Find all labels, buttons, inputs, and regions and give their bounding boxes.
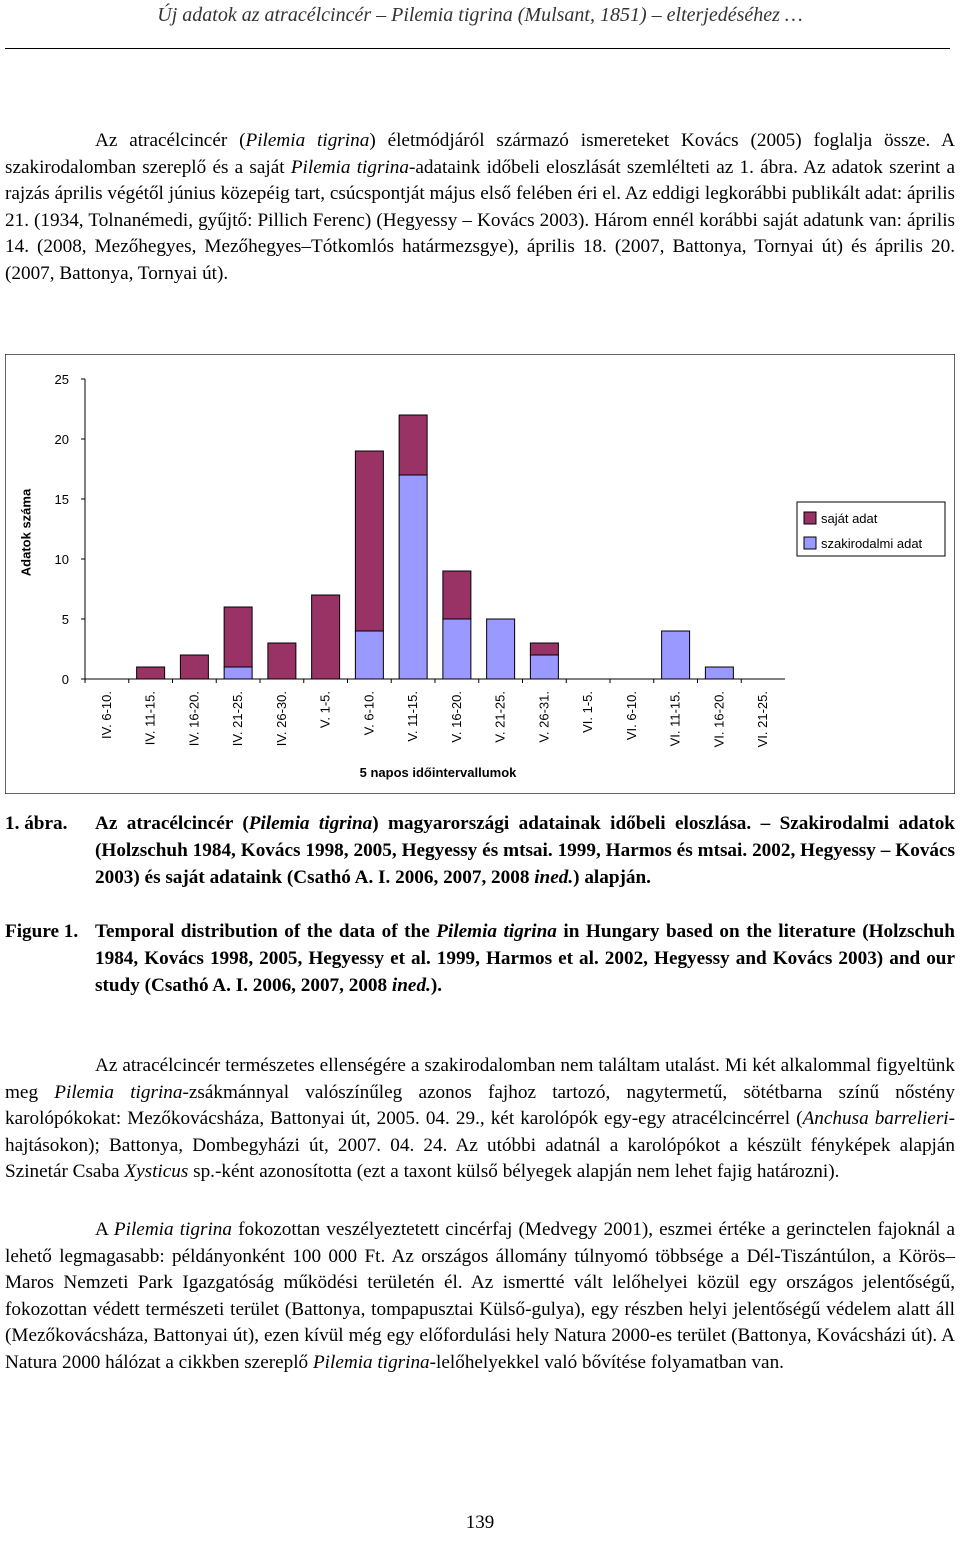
bar-segment-literature (399, 475, 427, 679)
bar-segment-literature (705, 667, 733, 679)
x-tick-label: V. 26-31. (536, 691, 552, 743)
bar-segment-own (137, 667, 165, 679)
running-header: Új adatok az atracélcincér – Pilemia tigrina (Mulsant, 1851) – elterjedéséhez … (157, 4, 803, 26)
bar-segment-own (180, 655, 208, 679)
x-tick-label: V. 21-25. (492, 691, 508, 743)
caption-en-label: Figure 1. (5, 921, 79, 942)
bar-segment-literature (443, 619, 471, 679)
stacked-bar-chart (5, 354, 955, 794)
y-tick-label: 10 (54, 552, 69, 567)
x-tick-label: VI. 6-10. (623, 691, 639, 741)
x-tick-label: V. 16-20. (448, 691, 464, 743)
figure-1-chart (5, 354, 955, 794)
legend-swatch (804, 512, 816, 524)
y-tick-label: 5 (61, 612, 69, 627)
x-tick-label: VI. 11-15. (667, 691, 683, 747)
y-tick-label: 15 (54, 492, 69, 507)
x-tick-label: IV. 11-15. (142, 691, 158, 746)
bar-segment-own (443, 571, 471, 619)
x-tick-label: VI. 21-25. (755, 691, 771, 748)
x-tick-label: V. 1-5. (317, 691, 333, 729)
paragraph-intro: Az atracélcincér (Pilemia tigrina) életmódjáról származó ismereteket Kovács (2005) foglalja össze. A szakirodalomban szereplő és a saját Pilemia tigrina-adataink időbeli eloszlását szemlélteti az 1. ábra. Az adatok szerint a rajzás április végétől június közepéig tart, csúcspontját május első felében éri el. Az eddigi legkorábbi publikált adat: április 21. (1934, Tolnanémedi, gyűjtő: Pillich Ferenc) (Hegyessy – Kovács 2003). Három ennél korábbi saját adatunk van: április 14. (2008, Mezőhegyes, Mezőhegyes–Tótkomlós határmezsgye), április 18. (2007, Battonya, Tornyai út) és április 20. (2007, Battonya, Tornyai út). (5, 130, 956, 284)
x-tick-label: IV. 26-30. (273, 691, 289, 747)
header-rule (5, 48, 950, 49)
legend-swatch (804, 537, 816, 549)
caption-hungarian: 1. ábra. Az atracélcincér (Pilemia tigrina) magyarországi adatainak időbeli eloszlása. – Szakirodalmi adatok (Holzschuh 1984, Kovács 1998, 2005, Hegyessy és mtsai. 1999, Harmos és mtsai. 2002, Hegyessy – Kovács 2003) és saját adataink (Csathó A. I. 2006, 2007, 2008 ined.) alapján. (5, 810, 955, 891)
bar-segment-literature (224, 667, 252, 679)
bar-segment-literature (487, 619, 515, 679)
bar-segment-own (355, 451, 383, 631)
x-tick-label: V. 6-10. (361, 691, 377, 736)
legend-label: szakirodalmi adat (821, 536, 923, 551)
y-axis-title: Adatok száma (18, 488, 34, 577)
caption-english: Figure 1. Temporal distribution of the data of the Pilemia tigrina in Hungary based on the literature (Holzschuh 1984, Kovács 1998, 2005, Hegyessy et al. 1999, Harmos et al. 2002, Hegyessy and Kovács 2003) and our study (Csathó A. I. 2006, 2007, 2008 ined.). (5, 918, 955, 999)
paragraph-conservation: A Pilemia tigrina fokozottan veszélyeztetett cincérfaj (Medvegy 2001), eszmei értéke a gerinctelen fajoknál a lehető legmagasabb: példányonként 100 000 Ft. Az országos állomány túlnyomó többsége a Dél-Tiszántúlon, a Körös–Maros Nemzeti Park Igazgatóság működési területén él. Az ismertté vált lelőhelyei közül egy országos jelentőségű, fokozottan védett természeti terület (Battonya, tompapusztai Külső-gulya), egy részben helyi jelentőségű védelem alatt áll (Mezőkovácsháza, Battonyai út), ezen kívül még egy előfordulási hely Natura 2000-es terület (Battonya, Kovácsházi út). A Natura 2000 hálózat a cikkben szereplő Pilemia tigrina-lelőhelyekkel való bővítése folyamatban van. (5, 1219, 955, 1373)
bar-segment-literature (530, 655, 558, 679)
legend-label: saját adat (821, 511, 878, 526)
y-tick-label: 20 (54, 432, 69, 447)
x-tick-label: IV. 16-20. (186, 691, 202, 747)
x-tick-label: V. 11-15. (405, 691, 421, 742)
bar-segment-own (224, 607, 252, 667)
bar-segment-literature (355, 631, 383, 679)
y-tick-label: 25 (54, 372, 69, 387)
bar-segment-own (312, 595, 340, 679)
bar-segment-own (530, 643, 558, 655)
x-tick-label: IV. 21-25. (230, 691, 246, 747)
caption-hu-label: 1. ábra. (5, 813, 68, 834)
x-tick-label: VI. 1-5. (580, 691, 596, 733)
paragraph-enemies: Az atracélcincér természetes ellenségére a szakirodalomban nem találtam utalást. Mi két alkalommal figyeltünk meg Pilemia tigrina-zsákmánnyal valószínűleg azonos fajhoz tartozó, nagytermetű, sötétbarna színű nőstény karolópókokat: Mezőkovácsháza, Battonyai út, 2005. 04. 29., két karolópók egy-egy atracélcincérrel (Anchusa barrelieri-hajtásokon); Battonya, Dombegyházi út, 2007. 04. 24. Az utóbbi adatnál a karolópókot a készült fényképek alapján Szinetár Csaba Xysticus sp.-ként azonosította (ezt a taxont külső bélyegek alapján nem lehet fajig határozni). (5, 1055, 956, 1182)
x-tick-label: VI. 16-20. (711, 691, 727, 748)
y-tick-label: 0 (61, 672, 69, 687)
x-axis-title: 5 napos időintervallumok (359, 765, 517, 780)
bar-segment-own (268, 643, 296, 679)
bar-segment-literature (662, 631, 690, 679)
bar-segment-own (399, 415, 427, 475)
x-tick-label: IV. 6-10. (98, 691, 114, 739)
page-number: 139 (465, 1512, 495, 1533)
